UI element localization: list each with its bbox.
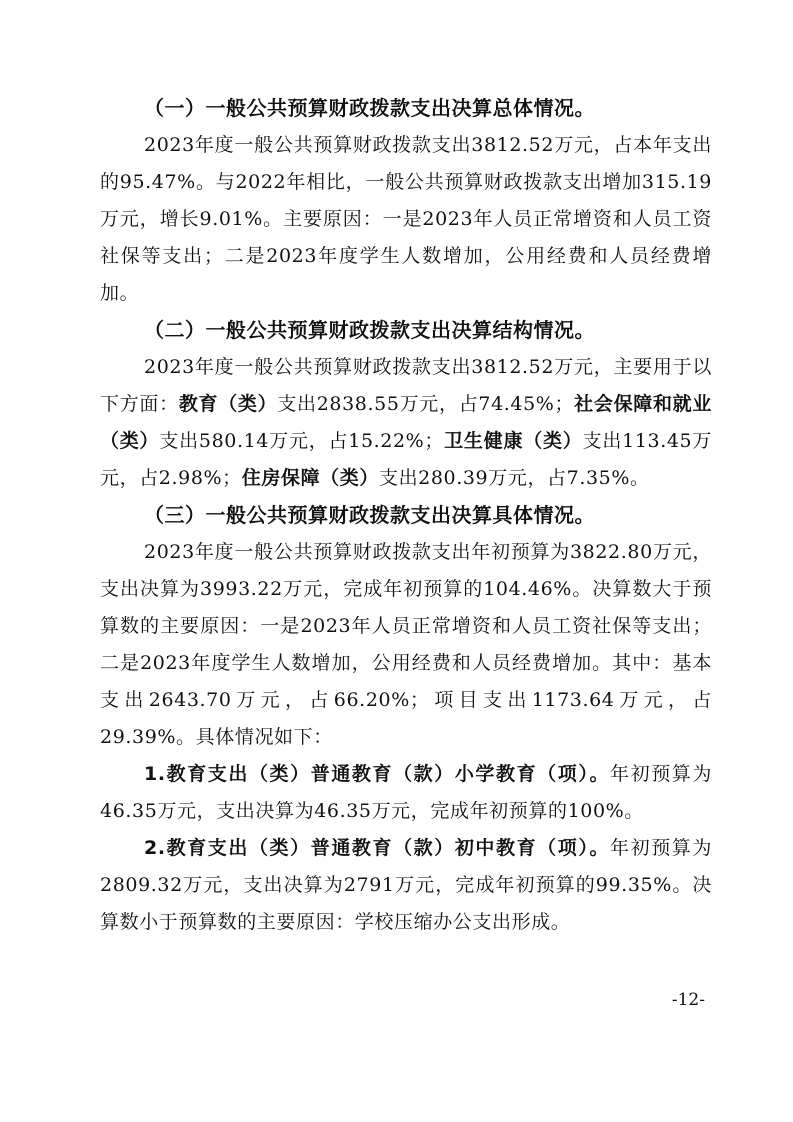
subitem-1-title: 1.教育支出（类）普通教育（款）小学教育（项）。 <box>144 763 611 785</box>
section-heading-2: （二）一般公共预算财政拨款支出决算结构情况。 <box>144 318 595 342</box>
category-social-security: 社会保障和就业（类） <box>100 393 712 452</box>
section-body-3: 2023年度一般公共预算财政拨款支出年初预算为3822.80万元，支出决算为3993.22万元，完成年初预算的104.46%。决算数大于预算数的主要原因：一是2023年人员正常增资和人员工资社保等支出；二是2023年度学生人数增加，公用经费和人员经费增加。其中：基本支出2643.70万元，占66.20%；项目支出1173.64万元，占29.39%。具体情况如下： <box>100 541 712 748</box>
section-2-intro: 2023年度一般公共预算财政拨款支出3812.52万元，主要用于以下方面： <box>100 356 712 415</box>
document-body <box>100 90 712 941</box>
category-social-security-text: 支出580.14万元，占15.22%； <box>159 430 444 452</box>
subitem-2-text: 年初预算为2809.32万元，支出决算为2791万元，完成年初预算的99.35%。决算数小于预算数的主要原因：学校压缩办公支出形成。 <box>100 837 712 933</box>
section-heading-3: （三）一般公共预算财政拨款支出决算具体情况。 <box>144 503 595 527</box>
section-heading-1: （一）一般公共预算财政拨款支出决算总体情况。 <box>144 96 595 120</box>
category-housing-text: 支出280.39万元，占7.35%。 <box>378 467 650 489</box>
section-body-1: 2023年度一般公共预算财政拨款支出3812.52万元，占本年支出的95.47%。与2022年相比，一般公共预算财政拨款支出增加315.19万元，增长9.01%。主要原因：一是2023年人员正常增资和人员工资社保等支出；二是2023年度学生人数增加，公用经费和人员经费增加。 <box>100 134 712 304</box>
category-health: 卫生健康（类） <box>443 430 583 452</box>
subitem-1 <box>100 756 712 830</box>
category-education: 教育（类） <box>178 393 278 415</box>
subitem-2-title: 2.教育支出（类）普通教育（款）初中教育（项）。 <box>144 837 611 859</box>
category-education-text: 支出2838.55万元，占74.45%； <box>277 393 575 415</box>
subitem-1-text: 年初预算为46.35万元，支出决算为46.35万元，完成年初预算的100%。 <box>100 763 712 822</box>
section-body-2 <box>100 349 712 497</box>
page-number: -12- <box>671 990 705 1010</box>
category-housing: 住房保障（类） <box>241 467 379 489</box>
category-health-text: 支出113.45万元，占2.98%； <box>100 430 712 489</box>
subitem-2 <box>100 830 712 941</box>
